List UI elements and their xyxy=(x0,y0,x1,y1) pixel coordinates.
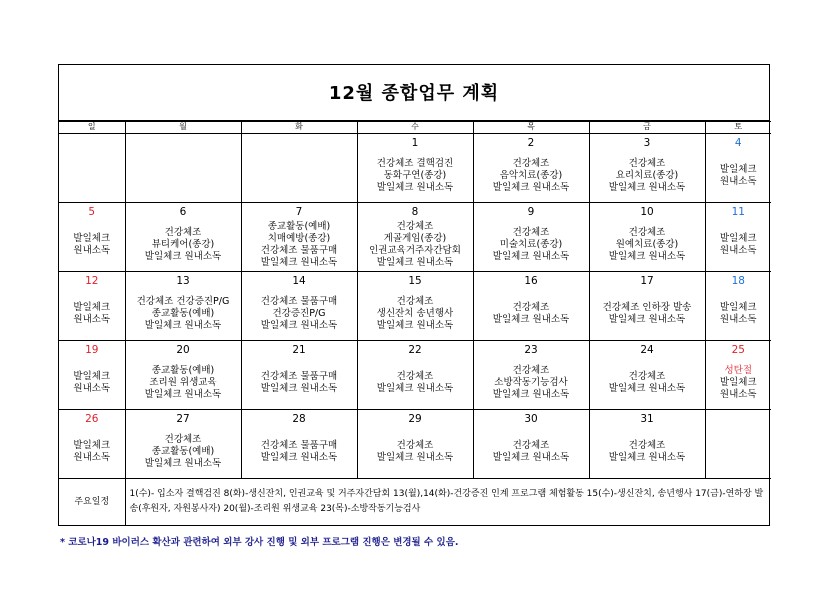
day-number: 22 xyxy=(408,344,422,356)
day-cell xyxy=(125,272,241,341)
week-row xyxy=(59,341,771,410)
activity-item: 발일체크 xyxy=(719,301,757,313)
activity-item: 건강체조 xyxy=(628,157,666,169)
activity-item: 건강체조 인하장 발송 xyxy=(602,301,692,313)
calendar-table xyxy=(59,121,771,525)
day-activities xyxy=(126,356,241,409)
activity-item: 발일체크 원내소독 xyxy=(260,382,338,394)
activity-item: 발일체크 원내소독 xyxy=(144,388,222,400)
activity-item: 발일체크 원내소독 xyxy=(608,451,686,463)
day-activities xyxy=(474,218,589,271)
day-cell xyxy=(357,134,473,203)
activity-item: 인권교육거주자간담회 xyxy=(369,244,461,256)
summary-row xyxy=(59,479,771,526)
activity-item: 발일체크 원내소독 xyxy=(260,451,338,463)
activity-item: 음악치료(종강) xyxy=(499,169,563,181)
day-cell xyxy=(473,203,589,272)
activity-item: 발일체크 xyxy=(73,439,111,451)
activity-item: 발일체크 xyxy=(719,163,757,175)
activity-item: 종교활동(예배) xyxy=(151,445,215,457)
summary-text: 1(수)- 입소자 결핵검진 8(화)-생신잔치, 인권교육 및 거주자간담회 13(월),14(화)-건강증진 인계 프로그램 체험활동 15(수)-생신잔치, 송년행사 17(금)-연하장 발송(후원자, 자원봉사자) 20(월)-조리원 위생교육 23(목)-소방작동기능검사 xyxy=(125,479,771,526)
day-cell xyxy=(125,203,241,272)
day-activities xyxy=(59,218,125,271)
day-cell xyxy=(705,134,771,203)
day-activities xyxy=(59,149,125,202)
activity-item: 건강체조 xyxy=(512,226,550,238)
activity-item: 건강체조 물품구매 xyxy=(260,370,338,382)
activity-item: 원내소독 xyxy=(719,388,757,400)
activity-item: 원내소독 xyxy=(73,244,111,256)
activity-item: 종교활동(예배) xyxy=(151,307,215,319)
activity-item: 발일체크 원내소독 xyxy=(260,319,338,331)
activity-item: 발일체크 원내소독 xyxy=(144,250,222,262)
activity-item: 발일체크 원내소독 xyxy=(608,181,686,193)
weekday-thu: 목 xyxy=(473,122,589,134)
activity-item: 건강체조 xyxy=(396,295,434,307)
day-number: 18 xyxy=(731,275,745,287)
activity-item: 원내소독 xyxy=(719,244,757,256)
activity-item: 발일체크 원내소독 xyxy=(608,313,686,325)
day-activities xyxy=(706,287,772,340)
activity-item: 생신잔치 송년행사 xyxy=(376,307,454,319)
activity-item: 건강체조 건강증진P/G xyxy=(136,295,230,307)
activity-item: 발일체크 원내소독 xyxy=(608,250,686,262)
day-cell xyxy=(589,272,705,341)
activity-item: 원내소독 xyxy=(719,313,757,325)
activity-item: 건강체조 xyxy=(396,439,434,451)
day-number: 19 xyxy=(85,344,99,356)
activity-item: 원내소독 xyxy=(73,382,111,394)
day-activities xyxy=(242,287,357,340)
day-cell xyxy=(589,134,705,203)
day-activities xyxy=(59,425,125,478)
day-cell xyxy=(589,410,705,479)
activity-item: 건강체조 xyxy=(396,220,434,232)
activity-item: 발일체크 원내소독 xyxy=(260,256,338,268)
day-cell xyxy=(473,272,589,341)
activity-item: 발일체크 원내소독 xyxy=(376,256,454,268)
day-cell xyxy=(705,410,771,479)
day-number: 29 xyxy=(408,413,422,425)
day-activities xyxy=(474,287,589,340)
day-cell xyxy=(241,272,357,341)
day-cell xyxy=(473,134,589,203)
activity-item: 건강체조 결핵검진 xyxy=(376,157,454,169)
day-activities xyxy=(358,218,473,271)
week-row xyxy=(59,134,771,203)
weekday-sat: 토 xyxy=(705,122,771,134)
day-number: 17 xyxy=(640,275,654,287)
day-activities xyxy=(126,425,241,478)
day-cell xyxy=(473,341,589,410)
day-number: 1 xyxy=(411,137,419,149)
activity-item: 건강체조 xyxy=(164,226,202,238)
weekday-header-row xyxy=(59,122,771,134)
activity-item: 발일체크 xyxy=(73,301,111,313)
day-number: 28 xyxy=(292,413,306,425)
day-cell xyxy=(705,203,771,272)
day-number: 6 xyxy=(179,206,187,218)
activity-item: 요리치료(종강) xyxy=(615,169,679,181)
day-activities xyxy=(242,218,357,271)
day-activities xyxy=(590,425,705,478)
day-number: 15 xyxy=(408,275,422,287)
activity-item: 게골게임(종강) xyxy=(383,232,447,244)
day-number: 27 xyxy=(176,413,190,425)
summary-label: 주요일정 xyxy=(59,479,125,526)
weekday-sun: 일 xyxy=(59,122,125,134)
day-activities xyxy=(358,149,473,202)
day-activities xyxy=(706,149,772,202)
activity-item: 건강체조 xyxy=(512,301,550,313)
day-activities xyxy=(590,356,705,409)
activity-item: 발일체크 원내소독 xyxy=(492,388,570,400)
activity-item: 조리원 위생교육 xyxy=(149,376,217,388)
activity-item: 종교활동(예배) xyxy=(151,364,215,376)
day-activities xyxy=(590,149,705,202)
weekday-tue: 화 xyxy=(241,122,357,134)
day-number: 12 xyxy=(85,275,99,287)
day-cell xyxy=(125,341,241,410)
day-cell xyxy=(59,272,125,341)
day-cell xyxy=(473,410,589,479)
day-cell xyxy=(705,341,771,410)
activity-item: 동화구연(종강) xyxy=(383,169,447,181)
day-activities xyxy=(242,356,357,409)
activity-item: 건강체조 물품구매 xyxy=(260,439,338,451)
activity-item: 발일체크 xyxy=(73,370,111,382)
activity-item: 건강체조 xyxy=(164,433,202,445)
day-activities xyxy=(242,149,357,202)
day-cell xyxy=(59,341,125,410)
activity-item: 건강체조 xyxy=(512,364,550,376)
day-cell xyxy=(357,203,473,272)
day-cell xyxy=(241,203,357,272)
week-row xyxy=(59,410,771,479)
day-number: 13 xyxy=(176,275,190,287)
activity-item: 발일체크 원내소독 xyxy=(492,451,570,463)
day-cell xyxy=(705,272,771,341)
day-number: 24 xyxy=(640,344,654,356)
day-activities xyxy=(706,356,772,409)
activity-item: 발일체크 원내소독 xyxy=(376,319,454,331)
day-activities xyxy=(59,356,125,409)
weekday-mon: 월 xyxy=(125,122,241,134)
day-activities xyxy=(590,287,705,340)
day-cell xyxy=(357,341,473,410)
week-row xyxy=(59,272,771,341)
day-cell xyxy=(241,341,357,410)
day-cell xyxy=(125,410,241,479)
activity-item: 뷰티케어(종강) xyxy=(151,238,215,250)
day-activities xyxy=(706,218,772,271)
day-activities xyxy=(242,425,357,478)
day-cell xyxy=(357,272,473,341)
day-number: 3 xyxy=(643,137,651,149)
day-number: 25 xyxy=(731,344,745,356)
day-activities xyxy=(358,287,473,340)
activity-item: 발일체크 xyxy=(73,232,111,244)
activity-item: 발일체크 원내소독 xyxy=(492,250,570,262)
activity-item: 발일체크 원내소독 xyxy=(492,181,570,193)
activity-item: 소방작동기능검사 xyxy=(494,376,568,388)
day-cell xyxy=(59,203,125,272)
day-cell xyxy=(241,134,357,203)
page-title: 12월 종합업무 계획 xyxy=(59,65,769,121)
day-activities xyxy=(126,149,241,202)
activity-item: 발일체크 xyxy=(719,376,757,388)
day-activities xyxy=(590,218,705,271)
activity-item: 건강체조 xyxy=(396,370,434,382)
activity-item: 원내소독 xyxy=(73,313,111,325)
activity-item: 발일체크 xyxy=(719,232,757,244)
day-number: 23 xyxy=(524,344,538,356)
day-activities xyxy=(474,425,589,478)
activity-item: 건강체조 물품구매 xyxy=(260,244,338,256)
activity-item: 종교활동(예배) xyxy=(267,220,331,232)
day-cell xyxy=(59,134,125,203)
day-activities xyxy=(59,287,125,340)
day-activities xyxy=(126,218,241,271)
activity-item: 건강체조 xyxy=(628,439,666,451)
activity-item: 원내소독 xyxy=(73,451,111,463)
day-cell xyxy=(589,203,705,272)
day-activities xyxy=(358,425,473,478)
day-number: 21 xyxy=(292,344,306,356)
day-cell xyxy=(589,341,705,410)
activity-item: 원예치료(종강) xyxy=(615,238,679,250)
activity-item: 건강체조 xyxy=(628,370,666,382)
day-number: 30 xyxy=(524,413,538,425)
activity-item: 건강체조 물품구매 xyxy=(260,295,338,307)
activity-item: 발일체크 원내소독 xyxy=(608,382,686,394)
activity-item: 발일체크 원내소독 xyxy=(376,451,454,463)
activity-item: 발일체크 원내소독 xyxy=(376,181,454,193)
activity-item: 건강체조 xyxy=(512,157,550,169)
activity-item: 발일체크 원내소독 xyxy=(376,382,454,394)
weekday-wed: 수 xyxy=(357,122,473,134)
day-number: 31 xyxy=(640,413,654,425)
activity-item: 미술치료(종강) xyxy=(499,238,563,250)
day-number: 4 xyxy=(734,137,742,149)
day-number: 26 xyxy=(85,413,99,425)
day-activities xyxy=(358,356,473,409)
day-number: 7 xyxy=(295,206,303,218)
day-activities xyxy=(706,425,772,478)
activity-item: 발일체크 원내소독 xyxy=(492,313,570,325)
holiday-label: 성탄절 xyxy=(724,364,753,376)
activity-item: 발일체크 원내소독 xyxy=(144,319,222,331)
weekday-fri: 금 xyxy=(589,122,705,134)
day-number: 11 xyxy=(731,206,745,218)
activity-item: 치매예방(종강) xyxy=(267,232,331,244)
activity-item: 건강증진P/G xyxy=(272,307,326,319)
day-cell xyxy=(59,410,125,479)
day-number: 9 xyxy=(527,206,535,218)
day-number: 10 xyxy=(640,206,654,218)
day-activities xyxy=(474,149,589,202)
activity-item: 건강체조 xyxy=(628,226,666,238)
day-number: 14 xyxy=(292,275,306,287)
activity-item: 원내소독 xyxy=(719,175,757,187)
day-cell xyxy=(357,410,473,479)
week-row xyxy=(59,203,771,272)
day-number: 8 xyxy=(411,206,419,218)
day-number: 2 xyxy=(527,137,535,149)
calendar xyxy=(58,64,770,526)
notice-text: * 코로나19 바이러스 확산과 관련하여 외부 강사 진행 및 외부 프로그램 진행은 변경될 수 있음. xyxy=(60,537,459,548)
day-number: 20 xyxy=(176,344,190,356)
activity-item: 발일체크 원내소독 xyxy=(144,457,222,469)
activity-item: 건강체조 xyxy=(512,439,550,451)
day-activities xyxy=(126,287,241,340)
day-cell xyxy=(241,410,357,479)
day-cell xyxy=(125,134,241,203)
day-number: 5 xyxy=(88,206,96,218)
day-activities xyxy=(474,356,589,409)
day-number: 16 xyxy=(524,275,538,287)
